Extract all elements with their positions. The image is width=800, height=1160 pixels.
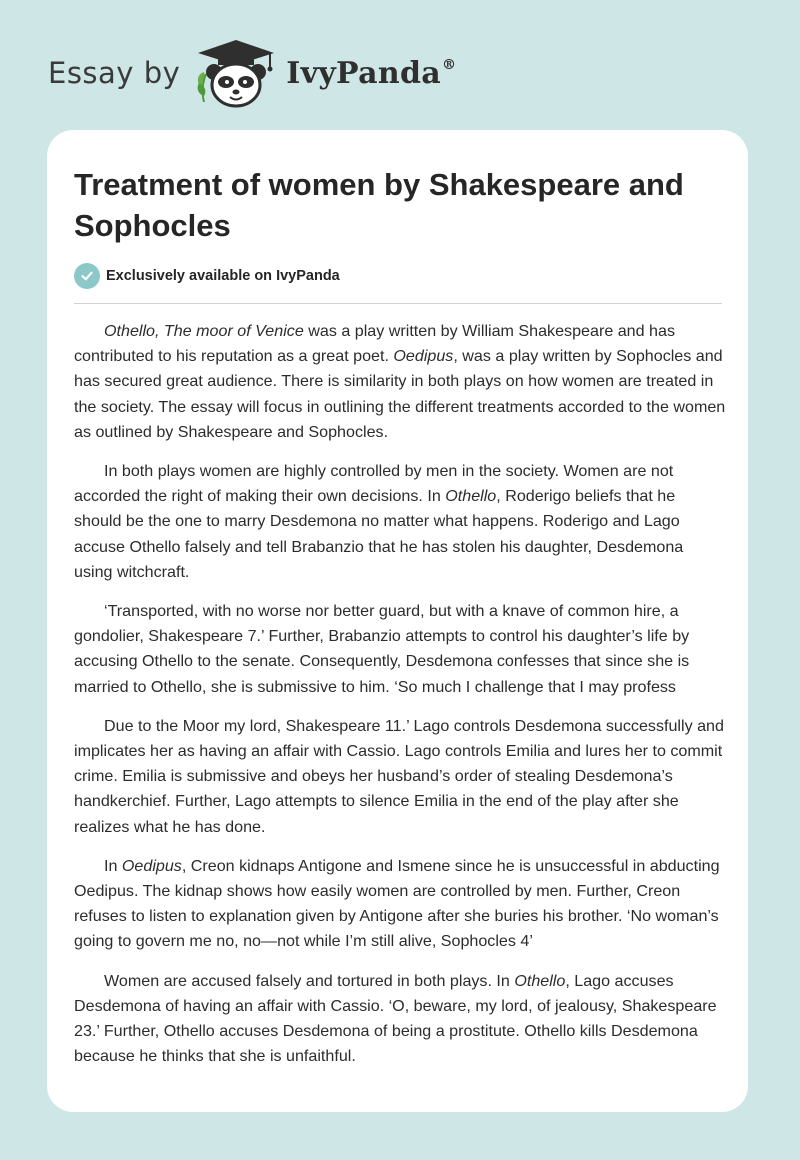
paragraph-text: Women are accused falsely and tortured in both plays. In [104,971,515,990]
paragraph-text: ‘Transported, with no worse nor better guard, but with a knave of common hire, a gondolier, Shakespeare 7.’ Further, Brabanzio attempts to control his daughter’s life by accusing Othello to the senate. Consequently, Desdemona confesses that since she is married to Othello, she is submissive to him. ‘So much I challenge that I may profess [74,602,690,696]
essay-body [74,319,726,1083]
paragraph-text: , Creon kidnaps Antigone and Ismene since he is unsuccessful in abducting Oedipus. The kidnap shows how easily women are controlled by men. Further, Creon refuses to listen to explanation given by Antigone after she buries his brother. ‘No woman’s going to govern me no, no—not while I’m still alive, Sophocles 4’ [74,856,720,951]
paragraph-text: , was a play written by Sophocles and has secured great audience. There is similarity in both plays on how women are treated in the society. The essay will focus in outlining the different treatments accorded to the women as outlined by Shakespeare and Sophocles. [74,347,726,441]
essay-paragraph [74,319,726,445]
essay-by-label: Essay by [48,56,181,90]
paragraph-text: In both plays women are highly controlled by men in the society. Women are not accorded the right of making their own decisions. In [74,462,674,506]
paragraph-text: was a play written by William Shakespeare and has contributed to his reputation as a great poet. [74,322,676,366]
essay-paragraph [74,854,726,955]
paragraph-text: Due to the Moor my lord, Shakespeare 11.’ Lago controls Desdemona successfully and implicates her as having an affair with Cassio. Lago controls Emilia and lures her to commit crime. Emilia is submissive and obeys her husband’s order of stealing Desdemona’s handkerchief. Further, Lago attempts to silence Emilia in the end of the play after she realizes what he has done. [74,716,724,836]
italic-title-text: Othello [514,971,566,990]
paragraph-text: In [104,856,122,875]
registered-mark: ® [441,56,457,73]
brand-name[interactable]: IvyPanda® [286,55,457,91]
paragraph-text: , Roderigo beliefs that he should be the one to marry Desdemona no matter what happens. Roderigo and Lago accuse Othello falsely and tell Brabanzio that he has stolen his daughter, Desdemona using witchcraft. [74,487,684,581]
essay-card [47,130,748,1112]
italic-title-text: Oedipus [121,856,182,875]
essay-paragraph [74,714,726,840]
paragraph-text: , Lago accuses Desdemona of having an affair with Cassio. ‘O, beware, my lord, of jealousy, Shakespeare 23.’ Further, Othello accuses Desdemona of being a prostitute. Othello kills Desdemona because he thinks that she is unfaithful. [74,971,717,1066]
italic-title-text: Othello [445,487,497,506]
exclusive-text: Exclusively available on IvyPanda [106,268,340,284]
essay-paragraph [74,459,726,585]
essay-paragraph [74,969,726,1070]
panda-logo-icon [190,36,282,110]
site-header [48,36,456,110]
exclusive-badge [74,263,340,289]
italic-title-text: Oedipus [393,347,454,366]
divider [74,303,722,304]
check-icon [74,263,100,289]
page-title: Treatment of women by Shakespeare and Sophocles [74,167,684,243]
italic-title-text: Othello, The moor of Venice [104,322,304,340]
essay-paragraph [74,599,726,700]
